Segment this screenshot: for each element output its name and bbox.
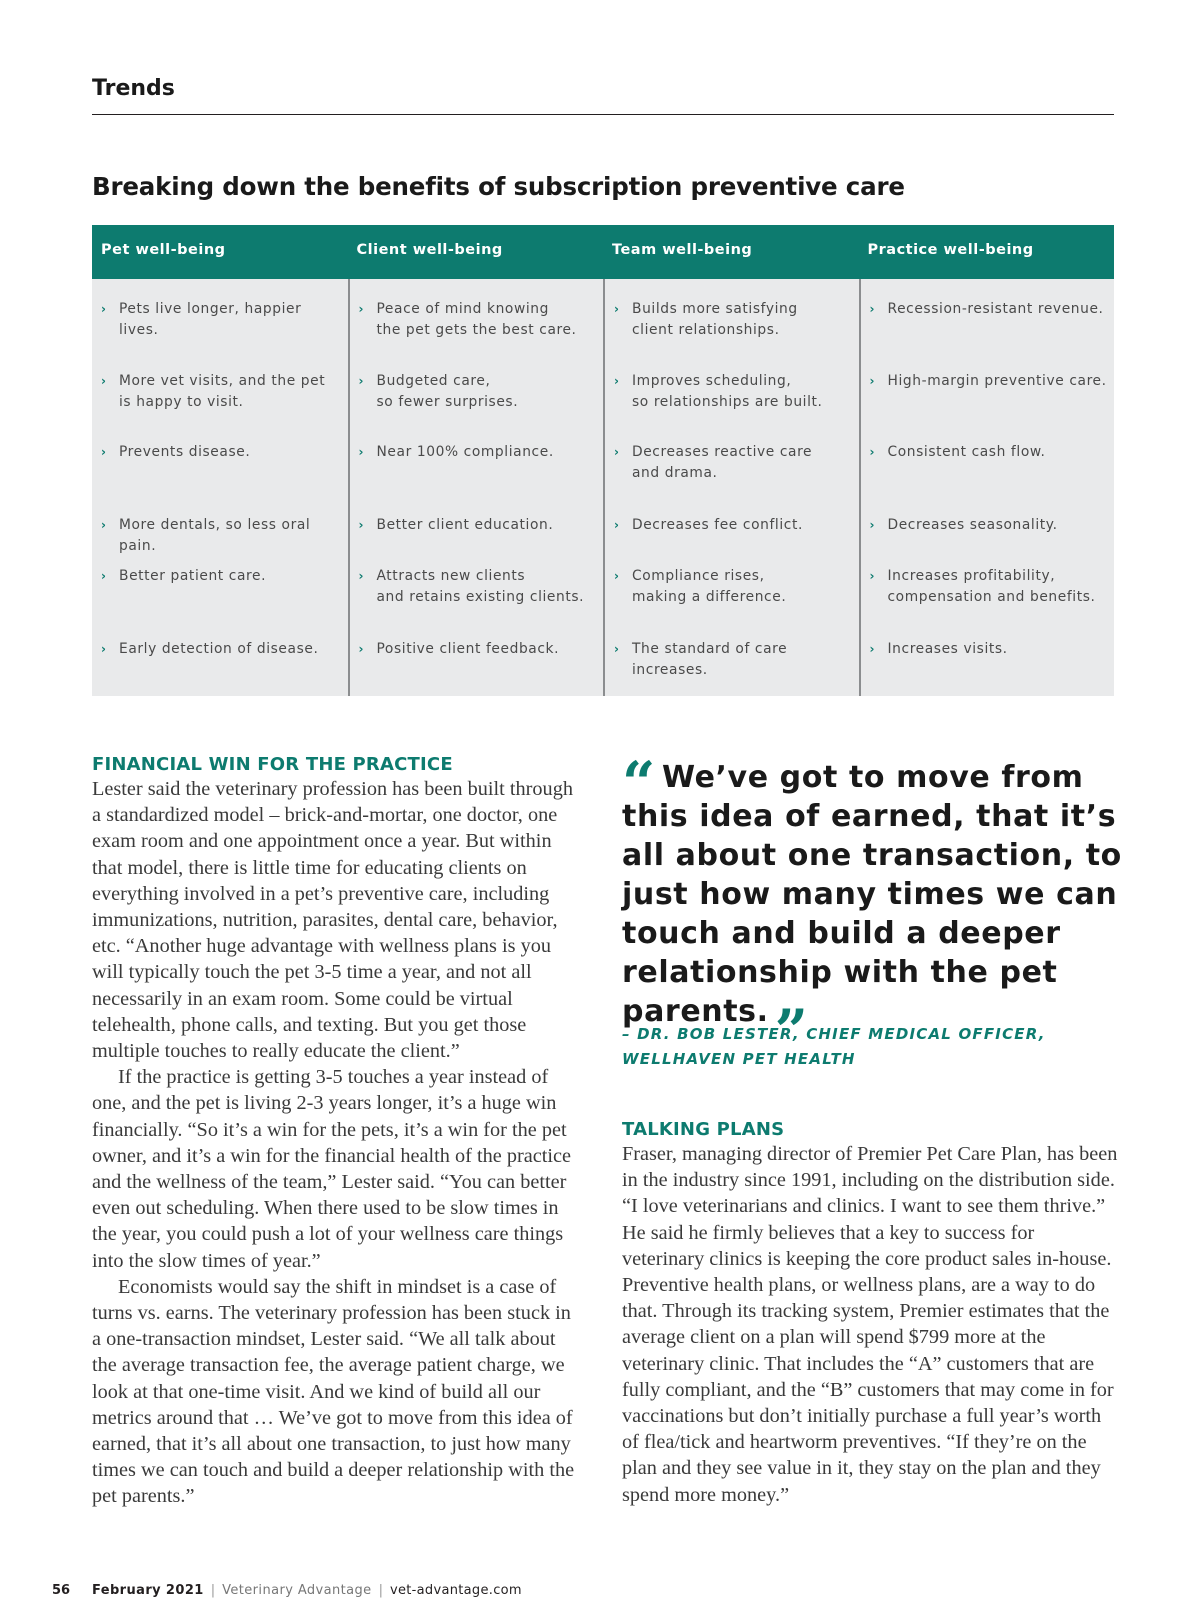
column-header-pet: Pet well-being [101,242,226,258]
chevron-right-icon: › [869,302,876,316]
column-client-well-being [348,279,604,696]
benefit-item: › Peace of mind knowing the pet gets the best care. [359,299,600,341]
article-paragraph: If the practice is getting 3-5 touches a year instead of one, and the pet is living 2-3 years longer, it’s a huge win financially. “So it’s a win for the pets, it’s a win for the pet owner, and it’s a win for the financial health of the practice and the wellness of the team,” Lester said. “You can better even out scheduling. When there used to be slow times in the year, you could push a lot of your wellness care things into the slow times of year.” [92,1066,571,1272]
chevron-right-icon: › [101,569,107,583]
chevron-right-icon: › [101,374,107,388]
column-header-practice: Practice well-being [867,242,1034,258]
quote-attribution [622,997,1092,1072]
chevron-right-icon: › [358,374,365,388]
attribution-name: – DR. BOB LESTER, CHIEF MEDICAL OFFICER, [622,1025,1046,1043]
article-paragraph: Fraser, managing director of Premier Pet Care Plan, has been in the industry since 1991, including on the distribution side. “I love veterinarians and clinics. I want to see them thrive.” He said he firmly believes that a key to success for veterinary clinics is keeping the core product sales in-house. Preventive health plans, or wellness plans, are a way to do that. Through its tracking system, Premier estimates that the average client on a plan will spend $799 more at the veterinary clinic. That includes the “A” customers that are fully compliant, and the “B” customers that may come in for vaccinations but don’t initially purchase a full year’s worth of flea/tick and heartworm preventives. “If they’re on the plan and they see value in it, they stay on the plan and they spend more money.” [622,1143,1118,1506]
chevron-right-icon: › [869,445,876,459]
close-quote-icon: ” [774,997,809,1065]
chevron-right-icon: › [358,642,365,656]
article-subheading: FINANCIAL WIN FOR THE PRACTICE [92,754,453,775]
benefit-item: › Increases visits. [870,639,1111,660]
benefit-item: › Compliance rises, making a difference. [614,566,855,608]
benefit-item: › Attracts new clients and retains existing clients. [359,566,600,608]
chevron-right-icon: › [869,642,876,656]
benefit-item: › Recession-resistant revenue. [870,299,1111,320]
column-practice-well-being [859,279,1115,696]
page-footer [52,1583,1152,1598]
open-quote-icon: “ [622,749,656,817]
chevron-right-icon: › [101,518,107,532]
publication-name: Veterinary Advantage [222,1583,372,1598]
benefit-item: › High-margin preventive care. [870,371,1111,392]
benefit-item: › Better client education. [359,515,600,536]
benefit-item: › Budgeted care, so fewer surprises. [359,371,600,413]
article-body [622,1141,1120,1508]
benefit-item: › Better patient care. [101,566,344,587]
chevron-right-icon: › [614,569,620,583]
benefit-item: › The standard of care increases. [614,639,855,681]
benefits-table [92,225,1114,696]
column-pet-well-being [92,279,348,696]
section-label: Trends [92,76,175,101]
chevron-right-icon: › [358,302,365,316]
page-number: 56 [52,1583,71,1598]
benefit-item: › Pets live longer, happier lives. [101,299,344,341]
chevron-right-icon: › [358,445,365,459]
benefit-item: › Decreases seasonality. [870,515,1111,536]
article-subheading: TALKING PLANS [622,1119,785,1140]
benefits-table-header [92,225,1114,279]
chevron-right-icon: › [614,302,620,316]
footer-separator: | [378,1583,383,1598]
benefit-item: › Prevents disease. [101,442,344,463]
benefit-item: › Consistent cash flow. [870,442,1111,463]
benefit-item: › Near 100% compliance. [359,442,600,463]
benefit-item: › Increases profitability, compensation and benefits. [870,566,1111,608]
chevron-right-icon: › [614,445,620,459]
issue-date: February 2021 [92,1583,204,1598]
benefit-item: › More vet visits, and the pet is happy to visit. [101,371,344,413]
attribution-org: WELLHAVEN PET HEALTH [622,1050,856,1068]
benefit-item: › Decreases fee conflict. [614,515,855,536]
section-divider [92,114,1114,115]
article-left-column [92,754,582,1510]
footer-separator: | [210,1583,216,1598]
column-header-team: Team well-being [612,242,753,258]
chevron-right-icon: › [101,445,107,459]
chevron-right-icon: › [869,374,876,388]
benefits-table-body [92,279,1114,696]
chevron-right-icon: › [101,302,107,316]
article-body [92,776,582,1510]
chevron-right-icon: › [614,518,620,532]
benefit-item: › Early detection of disease. [101,639,344,660]
chevron-right-icon: › [614,642,620,656]
column-team-well-being [603,279,859,696]
benefit-item: › Improves scheduling, so relationships are built. [614,371,855,413]
benefit-item: › Builds more satisfying client relationships. [614,299,855,341]
column-header-client: Client well-being [356,242,503,258]
article-right-column [622,1119,1120,1508]
chevron-right-icon: › [358,569,365,583]
benefit-item: › Decreases reactive care and drama. [614,442,855,484]
article-paragraph: Economists would say the shift in mindset is a case of turns vs. earns. The veterinary profession has been stuck in a one-transaction mindset, Lester said. “We all talk about the average transaction fee, the average patient charge, we look at that one-time visit. And we kind of build all our metrics around that … We’ve got to move from this idea of earned, that it’s all about one transaction, to just how many times we can touch and build a deeper relationship with the pet parents.” [92,1275,575,1508]
chevron-right-icon: › [358,518,365,532]
publication-url[interactable]: vet-advantage.com [389,1583,522,1598]
chevron-right-icon: › [869,569,876,583]
benefit-item: › More dentals, so less oral pain. [101,515,344,557]
chevron-right-icon: › [869,518,876,532]
chevron-right-icon: › [101,642,107,656]
table-title: Breaking down the benefits of subscription preventive care [92,172,905,201]
benefit-item: › Positive client feedback. [359,639,600,660]
article-paragraph: Lester said the veterinary profession has been built through a standardized model – brick-and-mortar, one doctor, one exam room and one appointment once a year. But within that model, there is little time for educating clients on everything involved in a pet’s preventive care, including immunizations, nutrition, parasites, dental care, behavior, etc. “Another huge advantage with wellness plans is you will typically touch the pet 3-5 time a year, and not all necessarily in an exam room. Some could be virtual telehealth, phone calls, and texting. But you get those multiple touches to really educate the client.” [92,778,573,1063]
chevron-right-icon: › [614,374,620,388]
pull-quote-text: We’ve got to move from this idea of earned, that it’s all about one transaction, to just how many times we can touch and build a deeper relationship with the pet parents. [622,760,1122,1029]
